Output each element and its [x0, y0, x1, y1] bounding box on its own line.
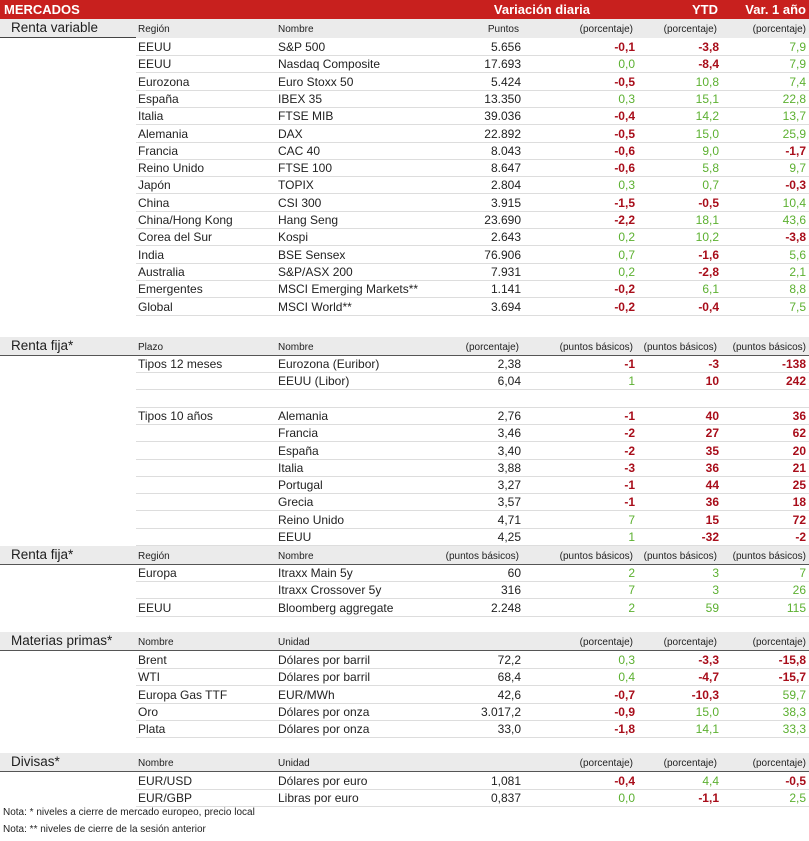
col2-header: Unidad [278, 758, 310, 769]
daily: 7 [628, 583, 635, 598]
col5-header: (puntos básicos) [643, 551, 717, 562]
value: 2,76 [497, 408, 521, 423]
section-header-band [0, 546, 809, 565]
table-row [136, 511, 809, 529]
value: 76.906 [484, 247, 521, 262]
daily: 0,2 [618, 230, 635, 245]
table-row [136, 424, 809, 442]
value: 4,25 [497, 530, 521, 544]
name: Euro Stoxx 50 [278, 74, 354, 89]
section-title: Materias primas* [11, 633, 113, 648]
value: 3,88 [497, 460, 521, 475]
region: China [138, 195, 170, 210]
region: Reino Unido [138, 161, 205, 176]
section-header-band [0, 337, 809, 356]
region: EUR/USD [138, 774, 193, 788]
year: 8,8 [789, 282, 806, 297]
name: Dólares por euro [278, 774, 368, 788]
name: MSCI Emerging Markets** [278, 282, 419, 297]
year: 25 [792, 478, 806, 493]
table-row [136, 228, 809, 246]
table-row [136, 125, 809, 143]
ytd: 15 [705, 512, 719, 527]
col4-header: (porcentaje) [579, 637, 633, 648]
table-row [136, 107, 809, 125]
year-change-header: Var. 1 año [745, 2, 806, 17]
daily: -0,1 [614, 40, 635, 54]
name: DAX [278, 126, 303, 141]
region: Oro [138, 704, 159, 719]
ytd: -10,3 [691, 687, 719, 702]
col3-header: (porcentaje) [465, 342, 519, 353]
ytd: 36 [705, 460, 719, 475]
table-row [136, 407, 809, 425]
daily: 0,3 [618, 91, 635, 106]
col6-header: (porcentaje) [752, 758, 806, 769]
name: Portugal [278, 478, 323, 493]
ytd: 44 [705, 478, 719, 493]
daily: -0,9 [614, 704, 635, 719]
name: Kospi [278, 230, 309, 245]
col2-header: Unidad [278, 637, 310, 648]
value: 17.693 [484, 57, 521, 72]
year: 7,4 [789, 74, 806, 89]
region: Francia [138, 143, 179, 158]
name: Grecia [278, 495, 314, 510]
year: 21 [792, 460, 806, 475]
value: 5.424 [490, 74, 521, 89]
year: 26 [792, 583, 806, 598]
ytd: 14,2 [695, 109, 719, 124]
ytd: 15,1 [695, 91, 719, 106]
name: TOPIX [278, 178, 314, 193]
value: 3.915 [490, 195, 521, 210]
daily: -1 [624, 357, 635, 371]
daily: -1 [624, 408, 635, 423]
year: 62 [792, 426, 806, 441]
ytd: 3 [712, 583, 719, 598]
value: 4,71 [497, 512, 521, 527]
ytd: 36 [705, 495, 719, 510]
daily: -0,7 [614, 687, 635, 702]
ytd: 35 [705, 443, 719, 458]
ytd: 59 [705, 600, 719, 615]
name: EEUU [278, 530, 312, 544]
value: 3.017,2 [480, 704, 521, 719]
year: 22,8 [782, 91, 806, 106]
markets-title: MERCADOS [4, 2, 80, 17]
year: -15,8 [778, 653, 806, 667]
daily: -0,4 [614, 109, 635, 124]
year: 9,7 [789, 161, 806, 176]
table-row [136, 194, 809, 212]
name: FTSE 100 [278, 161, 333, 176]
daily-change-header: Variación diaria [493, 2, 590, 17]
name: S&P 500 [278, 40, 326, 54]
daily: 0,4 [618, 670, 635, 685]
value: 22.892 [484, 126, 521, 141]
name: Italia [278, 460, 304, 475]
table-row [136, 390, 809, 408]
daily: 2 [628, 600, 635, 615]
col2-header: Nombre [278, 24, 314, 35]
col6-header: (porcentaje) [752, 24, 806, 35]
region: WTI [138, 670, 160, 685]
ytd: 10,8 [695, 74, 719, 89]
name: España [278, 443, 319, 458]
table-row [136, 720, 809, 738]
ytd: 6,1 [702, 282, 719, 297]
value: 8.647 [490, 161, 521, 176]
col5-header: (puntos básicos) [643, 342, 717, 353]
table-row [136, 581, 809, 599]
ytd: 10,2 [695, 230, 719, 245]
region: Japón [138, 178, 171, 193]
region: Eurozona [138, 74, 190, 89]
value: 7.931 [490, 264, 521, 279]
table-row [136, 668, 809, 686]
year: 5,6 [789, 247, 806, 262]
table-row [136, 686, 809, 704]
table-row [136, 564, 809, 582]
daily: -0,4 [614, 774, 635, 788]
ytd: 3 [712, 566, 719, 580]
daily: 0,2 [618, 264, 635, 279]
daily: -2 [624, 426, 635, 441]
col6-header: (porcentaje) [752, 637, 806, 648]
col4-header: (puntos básicos) [559, 342, 633, 353]
name: Francia [278, 426, 319, 441]
region: India [138, 247, 165, 262]
col5-header: (porcentaje) [663, 24, 717, 35]
section-title: Renta fija* [11, 547, 74, 562]
table-row [136, 280, 809, 298]
year: -0,3 [785, 178, 806, 193]
value: 0,837 [490, 791, 521, 806]
daily: 0,3 [618, 653, 635, 667]
name: EUR/MWh [278, 687, 335, 702]
value: 13.350 [484, 91, 521, 106]
year: -2 [795, 530, 806, 544]
ytd: 15,0 [695, 704, 719, 719]
year: -138 [781, 357, 806, 371]
daily: -0,6 [614, 161, 635, 176]
col4-header: (porcentaje) [579, 24, 633, 35]
ytd: -2,8 [698, 264, 719, 279]
name: Hang Seng [278, 213, 339, 227]
year: 20 [792, 443, 806, 458]
section-title: Renta fija* [11, 338, 74, 353]
value: 42,6 [497, 687, 521, 702]
value: 2.804 [490, 178, 521, 193]
table-row [136, 211, 809, 229]
footnote-1: Nota: * niveles a cierre de mercado europeo, precio local [3, 807, 255, 818]
region: España [138, 91, 179, 106]
table-row [136, 90, 809, 108]
year: 38,3 [782, 704, 806, 719]
region: EUR/GBP [138, 791, 193, 806]
year: 72 [792, 512, 806, 527]
table-row [136, 599, 809, 617]
year: 7,9 [789, 57, 806, 72]
table-row [136, 142, 809, 160]
name: Dólares por barril [278, 670, 371, 685]
value: 23.690 [484, 213, 521, 227]
ytd: -8,4 [698, 57, 719, 72]
table-row [136, 298, 809, 316]
ytd: -32 [701, 530, 719, 544]
daily: -0,5 [614, 126, 635, 141]
daily: 0,0 [618, 791, 635, 806]
table-row [136, 442, 809, 460]
col4-header: (porcentaje) [579, 758, 633, 769]
name: IBEX 35 [278, 91, 323, 106]
table-row [136, 176, 809, 194]
name: Nasdaq Composite [278, 57, 381, 72]
value: 33,0 [497, 722, 521, 737]
region: Europa Gas TTF [138, 687, 228, 702]
value: 5.656 [490, 40, 521, 54]
name: Alemania [278, 408, 329, 423]
col6-header: (puntos básicos) [732, 342, 806, 353]
region: EEUU [138, 57, 172, 72]
table-row [136, 355, 809, 373]
name: MSCI World** [278, 299, 352, 314]
name: Dólares por barril [278, 653, 371, 667]
name: CSI 300 [278, 195, 322, 210]
year: 115 [786, 600, 806, 615]
col1-header: Nombre [138, 637, 174, 648]
ytd: -0,5 [698, 195, 719, 210]
col3-header: (puntos básicos) [445, 551, 519, 562]
daily: 0,3 [618, 178, 635, 193]
daily: -1,8 [614, 722, 635, 737]
daily: -1 [624, 478, 635, 493]
year: 7,5 [789, 299, 806, 314]
year: 33,3 [782, 722, 806, 737]
daily: 1 [628, 374, 635, 389]
year: -15,7 [778, 670, 806, 685]
value: 68,4 [497, 670, 521, 685]
daily: -3 [624, 460, 635, 475]
value: 3.694 [490, 299, 521, 314]
value: 316 [500, 583, 521, 598]
table-row [136, 73, 809, 91]
section-header-band [0, 753, 809, 772]
name: BSE Sensex [278, 247, 346, 262]
table-row [136, 772, 809, 790]
region: Global [138, 299, 173, 314]
ytd: 0,7 [702, 178, 719, 193]
ytd: -0,4 [698, 299, 719, 314]
daily: -2,2 [614, 213, 635, 227]
daily: -2 [624, 443, 635, 458]
daily: -0,5 [614, 74, 635, 89]
name: EEUU (Libor) [278, 374, 350, 389]
name: Dólares por onza [278, 704, 370, 719]
value: 3,27 [497, 478, 521, 493]
col1-header: Región [138, 551, 170, 562]
daily: 7 [628, 512, 635, 527]
col2-header: Nombre [278, 551, 314, 562]
daily: -0,2 [614, 282, 635, 297]
year: 7 [799, 566, 806, 580]
region: EEUU [138, 40, 172, 54]
year: 7,9 [789, 40, 806, 54]
ytd-header: YTD [692, 2, 718, 17]
year: 242 [785, 374, 806, 389]
section-header-band [0, 632, 809, 651]
ytd: -4,7 [698, 670, 719, 685]
ytd: 15,0 [695, 126, 719, 141]
year: 25,9 [782, 126, 806, 141]
name: Itraxx Crossover 5y [278, 583, 382, 598]
region: China/Hong Kong [138, 213, 233, 227]
value: 8.043 [490, 143, 521, 158]
table-row [136, 372, 809, 390]
region: Plata [138, 722, 166, 737]
daily: -1 [624, 495, 635, 510]
col6-header: (puntos básicos) [732, 551, 806, 562]
year: 36 [792, 408, 806, 423]
table-row [136, 528, 809, 546]
daily: -0,6 [614, 143, 635, 158]
section-header-band [0, 19, 809, 38]
col1-header: Nombre [138, 758, 174, 769]
table-row [136, 38, 809, 56]
ytd: 27 [705, 426, 719, 441]
value: 1.141 [490, 282, 521, 297]
ytd: -1,6 [698, 247, 719, 262]
value: 1,081 [490, 774, 521, 788]
name: Bloomberg aggregate [278, 600, 394, 615]
year: 2,1 [789, 264, 806, 279]
section-title: Renta variable [11, 20, 99, 35]
name: Itraxx Main 5y [278, 566, 353, 580]
year: 10,4 [782, 195, 806, 210]
col1-header: Plazo [138, 342, 164, 353]
region: Tipos 10 años [138, 408, 213, 423]
name: Eurozona (Euribor) [278, 357, 380, 371]
value: 6,04 [497, 374, 521, 389]
name: CAC 40 [278, 143, 321, 158]
region: Tipos 12 meses [138, 357, 223, 371]
value: 3,57 [497, 495, 521, 510]
ytd: 14,1 [695, 722, 719, 737]
daily: 1 [628, 530, 635, 544]
year: 59,7 [782, 687, 806, 702]
year: 43,6 [782, 213, 806, 227]
value: 3,40 [497, 443, 521, 458]
region: Italia [138, 109, 164, 124]
ytd: 10 [705, 374, 719, 389]
ytd: 9,0 [702, 143, 719, 158]
col5-header: (porcentaje) [663, 637, 717, 648]
ytd: 18,1 [695, 213, 719, 227]
value: 3,46 [497, 426, 521, 441]
name: Libras por euro [278, 791, 359, 806]
col5-header: (porcentaje) [663, 758, 717, 769]
table-row [136, 789, 809, 807]
daily: -0,2 [614, 299, 635, 314]
year: 2,5 [789, 791, 806, 806]
section-title: Divisas* [11, 754, 60, 769]
year: -1,7 [785, 143, 806, 158]
table-row [136, 459, 809, 477]
year: 18 [792, 495, 806, 510]
year: 13,7 [782, 109, 806, 124]
value: 39.036 [484, 109, 521, 124]
name: Dólares por onza [278, 722, 370, 737]
region: Europa [138, 566, 177, 580]
markets-header-bar [0, 0, 809, 19]
table-row [136, 476, 809, 494]
daily: 2 [628, 566, 635, 580]
daily: -1,5 [614, 195, 635, 210]
ytd: 40 [705, 408, 719, 423]
region: Corea del Sur [138, 230, 213, 245]
table-row [136, 703, 809, 721]
footnote-2: Nota: ** niveles de cierre de la sesión anterior [3, 824, 206, 835]
value: 2,38 [497, 357, 521, 371]
daily: 0,7 [618, 247, 635, 262]
region: Alemania [138, 126, 189, 141]
value: 60 [507, 566, 521, 580]
value: 2.643 [490, 230, 521, 245]
region: Australia [138, 264, 185, 279]
name: Reino Unido [278, 512, 345, 527]
daily: 0,0 [618, 57, 635, 72]
ytd: 5,8 [702, 161, 719, 176]
ytd: -3 [708, 357, 719, 371]
col1-header: Región [138, 24, 170, 35]
table-row [136, 651, 809, 669]
col4-header: (puntos básicos) [559, 551, 633, 562]
section-rule [0, 37, 136, 38]
table-row [136, 263, 809, 281]
ytd: -3,3 [698, 653, 719, 667]
name: S&P/ASX 200 [278, 264, 353, 279]
table-row [136, 55, 809, 73]
region: Brent [138, 653, 167, 667]
col3-header: Puntos [487, 24, 519, 35]
table-row [136, 246, 809, 264]
col2-header: Nombre [278, 342, 314, 353]
ytd: 4,4 [702, 774, 719, 788]
value: 72,2 [497, 653, 521, 667]
name: FTSE MIB [278, 109, 334, 124]
region: EEUU [138, 600, 172, 615]
year: -0,5 [785, 774, 806, 788]
ytd: -3,8 [698, 40, 719, 54]
region: Emergentes [138, 282, 203, 297]
table-row [136, 493, 809, 511]
table-row [136, 159, 809, 177]
ytd: -1,1 [698, 791, 719, 806]
value: 2.248 [490, 600, 521, 615]
year: -3,8 [785, 230, 806, 245]
